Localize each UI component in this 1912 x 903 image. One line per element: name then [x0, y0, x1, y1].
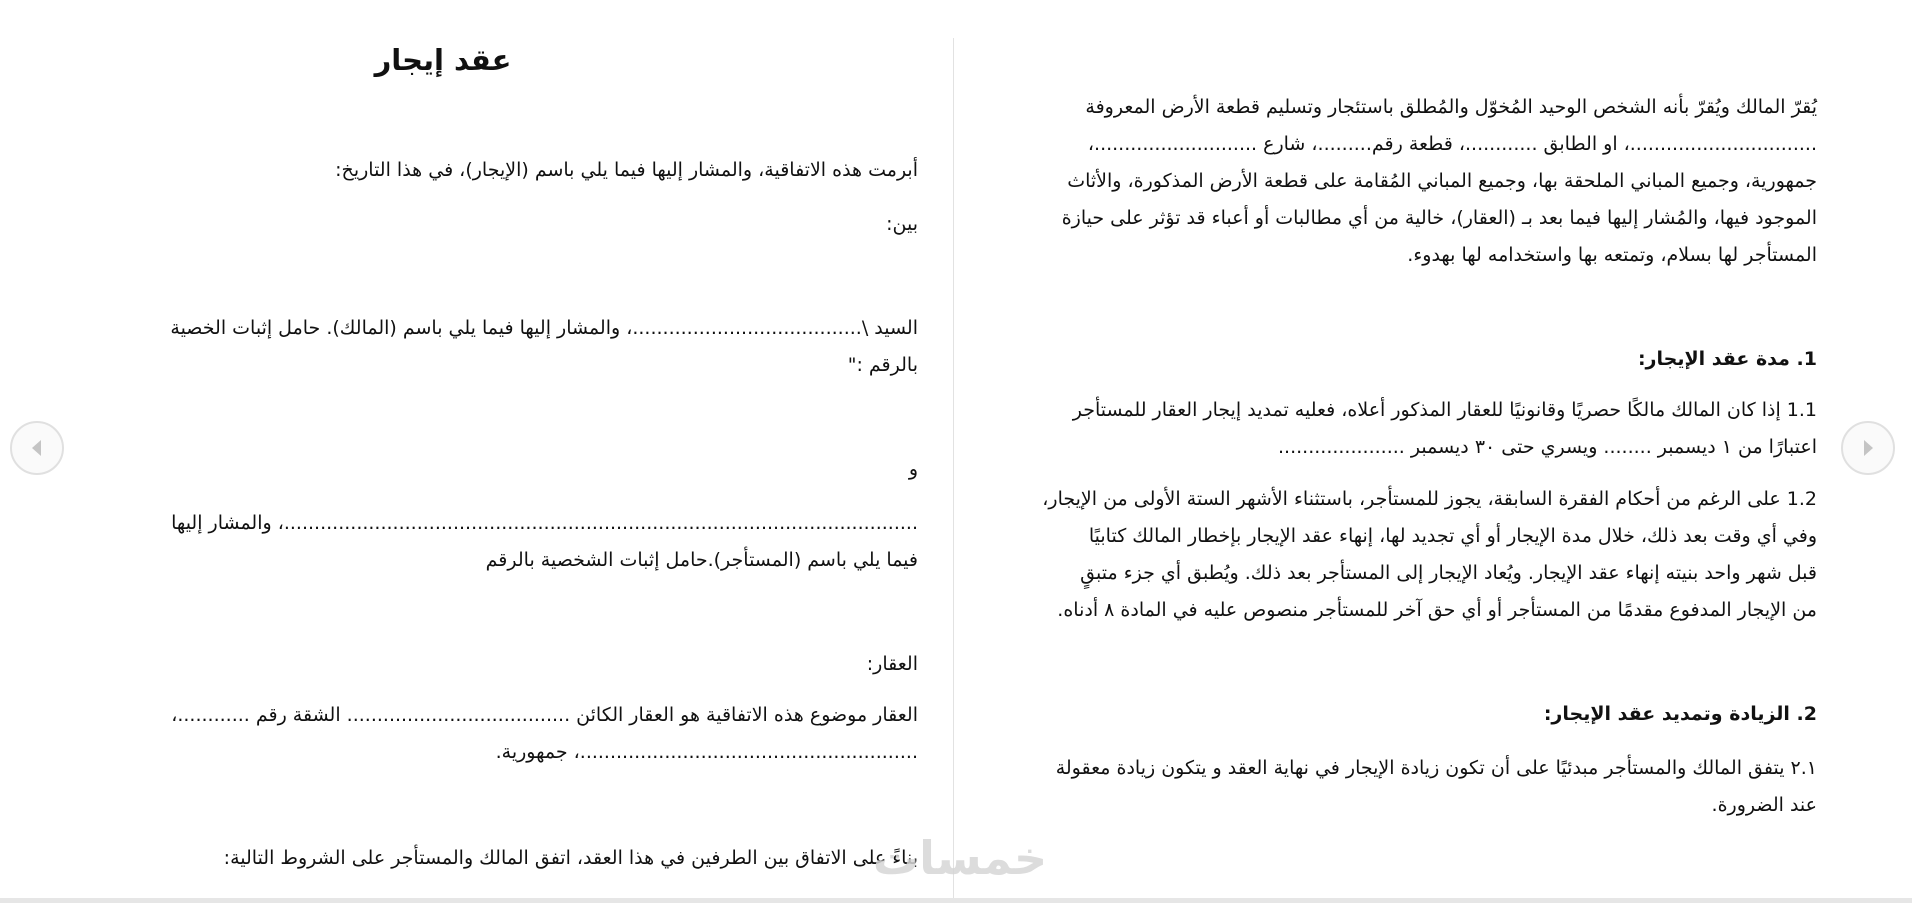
tenant-line-1: .........................................................................................................، والمشار إليها	[171, 512, 918, 534]
intro-paragraph: أبرمت هذه الاتفاقية، والمشار إليها فيما يلي باسم (الإيجار)، في هذا التاريخ:	[335, 159, 918, 181]
clause-2-1-line-2: عند الضرورة.	[1711, 794, 1817, 816]
clause-2-1-line-1: ٢.١ يتفق المالك والمستأجر مبدئيًا على أن تكون زيادة الإيجار في نهاية العقد و يتكون زيادة معقولة	[1055, 757, 1817, 779]
chevron-right-icon	[1858, 437, 1878, 459]
watermark-logo: خمسات	[872, 831, 1048, 885]
agreement-paragraph: بناءً على الاتفاق بين الطرفين في هذا العقد، اتفق المالك والمستأجر على الشروط التالية:	[223, 847, 918, 869]
owner-declaration-line-5: المستأجر لها بسلام، وتمتعه بها واستخدامه لها بهدوء.	[1407, 244, 1817, 266]
tenant-line-2: فيما يلي باسم (المستأجر).حامل إثبات الشخصية بالرقم	[485, 549, 918, 571]
owner-declaration-line-1: يُقرّ المالك ويُقرّ بأنه الشخص الوحيد المُخوّل والمُطلق باستئجار وتسليم قطعة الأرض المعروفة	[1085, 96, 1817, 118]
clause-1-2-line-3: قبل شهر واحد بنيته إنهاء عقد الإيجار. ويُعاد الإيجار إلى المستأجر بعد ذلك. ويُطبق أي جزء متبقٍ	[1080, 562, 1817, 584]
and-label: و	[908, 458, 918, 480]
right-page	[985, 0, 1817, 903]
clause-1-2-line-1: 1.2 على الرغم من أحكام الفقرة السابقة، يجوز للمستأجر، باستثناء الأشهر الستة الأولى من الإيجار،	[1042, 488, 1817, 510]
section-2-heading: 2. الزيادة وتمديد عقد الإيجار:	[1543, 703, 1817, 725]
property-line-2: ........................................................، جمهورية.	[495, 741, 918, 763]
owner-declaration-line-4: الموجود فيها، والمُشار إليها فيما بعد بـ (العقار)، خالية من أي مطالبات أو أعباء قد تؤثر على حيازة	[1061, 207, 1817, 229]
document-title: عقد إيجار	[374, 43, 512, 77]
page-spine-divider	[953, 38, 954, 900]
owner-line-2: بالرقم :"	[847, 354, 918, 376]
chevron-left-icon	[27, 437, 47, 459]
between-label: بين:	[886, 213, 918, 235]
property-heading: العقار:	[866, 653, 918, 675]
clause-1-1-line-2: اعتبارًا من ١ ديسمبر ........ ويسري حتى ٣٠ ديسمبر .....................	[1278, 436, 1817, 458]
left-page	[88, 0, 918, 903]
owner-declaration-line-3: جمهورية، وجميع المباني الملحقة بها، وجميع المباني المُقامة على قطعة الأرض المذكورة، والأثاث	[1067, 170, 1817, 192]
next-page-button[interactable]	[1841, 421, 1895, 475]
owner-declaration-line-2: ...............................، او الطابق ............، قطعة رقم.........، شارع ...........................،	[1087, 133, 1817, 155]
clause-1-2-line-4: من الإيجار المدفوع مقدمًا من المستأجر أو أي حق آخر للمستأجر منصوص عليه في المادة ٨ أدناه.	[1057, 599, 1817, 621]
clause-1-2-line-2: وفي أي وقت بعد ذلك، خلال مدة الإيجار أو أي تجديد لها، إنهاء عقد الإيجار بإخطار المالك كتابيًا	[1088, 525, 1817, 547]
property-line-1: العقار موضوع هذه الاتفاقية هو العقار الكائن ..................................... الشقة رقم ............،	[171, 704, 918, 726]
owner-line-1: السيد \......................................، والمشار إليها فيما يلي باسم (المالك). حامل إثبات الخصية	[170, 317, 918, 339]
bottom-edge	[0, 898, 1912, 903]
section-1-heading: 1. مدة عقد الإيجار:	[1637, 348, 1817, 370]
clause-1-1-line-1: 1.1 إذا كان المالك مالكًا حصريًا وقانونيًا للعقار المذكور أعلاه، فعليه تمديد إيجار العقار للمستأجر	[1072, 399, 1817, 421]
previous-page-button[interactable]	[10, 421, 64, 475]
